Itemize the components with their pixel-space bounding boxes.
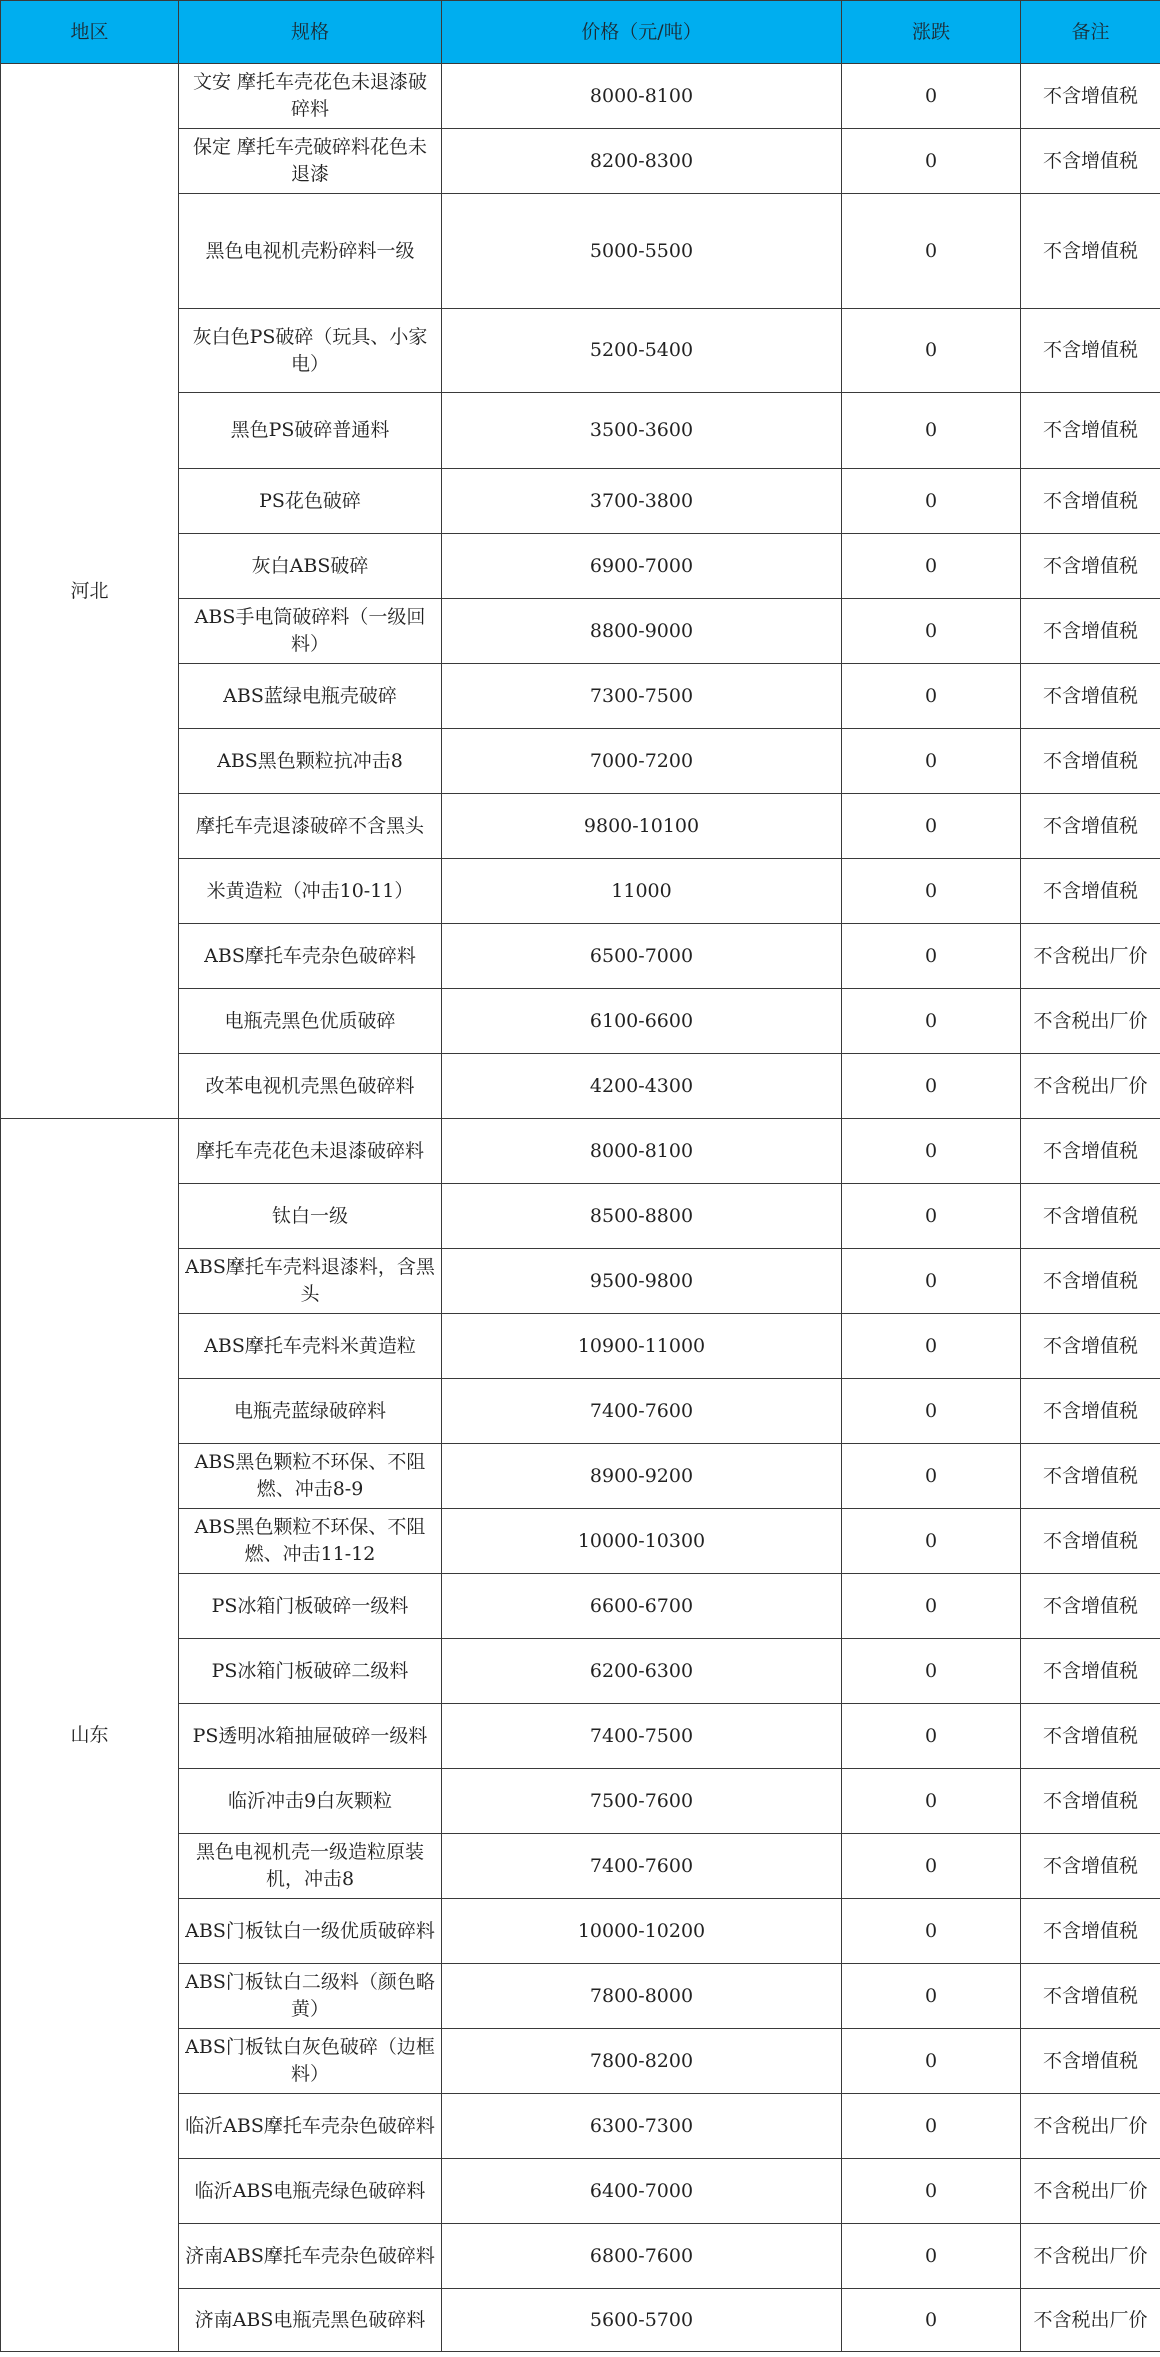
price-cell: 8200-8300 (442, 129, 842, 194)
price-cell: 7800-8200 (442, 2029, 842, 2094)
price-cell: 9500-9800 (442, 1249, 842, 1314)
price-cell: 7500-7600 (442, 1769, 842, 1834)
change-cell: 0 (842, 1964, 1021, 2029)
change-cell: 0 (842, 64, 1021, 129)
price-cell: 6800-7600 (442, 2224, 842, 2289)
note-cell: 不含增值税 (1021, 64, 1160, 129)
note-cell: 不含税出厂价 (1021, 924, 1160, 989)
note-cell: 不含增值税 (1021, 194, 1160, 309)
change-cell: 0 (842, 2159, 1021, 2224)
note-cell: 不含税出厂价 (1021, 2289, 1160, 2352)
note-cell: 不含增值税 (1021, 309, 1160, 393)
note-cell: 不含增值税 (1021, 1834, 1160, 1899)
spec-cell: 济南ABS摩托车壳杂色破碎料 (179, 2224, 442, 2289)
note-cell: 不含增值税 (1021, 729, 1160, 794)
note-cell: 不含增值税 (1021, 469, 1160, 534)
change-cell: 0 (842, 1509, 1021, 1574)
spec-cell: 灰白色PS破碎（玩具、小家电） (179, 309, 442, 393)
spec-cell: ABS门板钛白灰色破碎（边框料） (179, 2029, 442, 2094)
note-cell: 不含增值税 (1021, 1119, 1160, 1184)
note-cell: 不含增值税 (1021, 534, 1160, 599)
price-cell: 11000 (442, 859, 842, 924)
spec-cell: ABS黑色颗粒不环保、不阻燃、冲击8-9 (179, 1444, 442, 1509)
spec-cell: 临沂ABS电瓶壳绿色破碎料 (179, 2159, 442, 2224)
change-cell: 0 (842, 1639, 1021, 1704)
spec-cell: PS冰箱门板破碎二级料 (179, 1639, 442, 1704)
note-cell: 不含增值税 (1021, 1769, 1160, 1834)
note-cell: 不含增值税 (1021, 1184, 1160, 1249)
change-cell: 0 (842, 1119, 1021, 1184)
price-cell: 9800-10100 (442, 794, 842, 859)
note-cell: 不含增值税 (1021, 1639, 1160, 1704)
price-cell: 8000-8100 (442, 1119, 842, 1184)
spec-cell: 电瓶壳黑色优质破碎 (179, 989, 442, 1054)
price-cell: 6400-7000 (442, 2159, 842, 2224)
spec-cell: ABS手电筒破碎料（一级回料） (179, 599, 442, 664)
header-row (1, 1, 1160, 64)
change-cell: 0 (842, 599, 1021, 664)
change-cell: 0 (842, 469, 1021, 534)
price-cell: 8500-8800 (442, 1184, 842, 1249)
header-price: 价格（元/吨） (442, 1, 842, 64)
change-cell: 0 (842, 1899, 1021, 1964)
note-cell: 不含增值税 (1021, 1704, 1160, 1769)
region-cell: 山东 (1, 1119, 179, 2352)
spec-cell: 黑色电视机壳粉碎料一级 (179, 194, 442, 309)
note-cell: 不含增值税 (1021, 1574, 1160, 1639)
price-cell: 6100-6600 (442, 989, 842, 1054)
note-cell: 不含增值税 (1021, 129, 1160, 194)
change-cell: 0 (842, 1769, 1021, 1834)
price-cell: 6500-7000 (442, 924, 842, 989)
spec-cell: 临沂冲击9白灰颗粒 (179, 1769, 442, 1834)
price-cell: 3500-3600 (442, 393, 842, 469)
price-cell: 8000-8100 (442, 64, 842, 129)
spec-cell: ABS黑色颗粒不环保、不阻燃、冲击11-12 (179, 1509, 442, 1574)
price-cell: 10000-10300 (442, 1509, 842, 1574)
price-cell: 8800-9000 (442, 599, 842, 664)
table-row (1, 1119, 1160, 1184)
change-cell: 0 (842, 2094, 1021, 2159)
note-cell: 不含税出厂价 (1021, 989, 1160, 1054)
spec-cell: 摩托车壳退漆破碎不含黑头 (179, 794, 442, 859)
spec-cell: 保定 摩托车壳破碎料花色未退漆 (179, 129, 442, 194)
spec-cell: ABS门板钛白二级料（颜色略黄） (179, 1964, 442, 2029)
note-cell: 不含增值税 (1021, 1509, 1160, 1574)
change-cell: 0 (842, 729, 1021, 794)
price-cell: 7800-8000 (442, 1964, 842, 2029)
price-cell: 3700-3800 (442, 469, 842, 534)
spec-cell: 灰白ABS破碎 (179, 534, 442, 599)
price-cell: 10000-10200 (442, 1899, 842, 1964)
note-cell: 不含增值税 (1021, 1964, 1160, 2029)
price-cell: 7400-7600 (442, 1379, 842, 1444)
price-cell: 10900-11000 (442, 1314, 842, 1379)
change-cell: 0 (842, 1314, 1021, 1379)
change-cell: 0 (842, 194, 1021, 309)
spec-cell: ABS摩托车壳料米黄造粒 (179, 1314, 442, 1379)
spec-cell: ABS摩托车壳料退漆料，含黑头 (179, 1249, 442, 1314)
change-cell: 0 (842, 794, 1021, 859)
price-cell: 6600-6700 (442, 1574, 842, 1639)
note-cell: 不含税出厂价 (1021, 1054, 1160, 1119)
spec-cell: PS透明冰箱抽屉破碎一级料 (179, 1704, 442, 1769)
note-cell: 不含增值税 (1021, 1379, 1160, 1444)
change-cell: 0 (842, 1704, 1021, 1769)
change-cell: 0 (842, 924, 1021, 989)
change-cell: 0 (842, 1444, 1021, 1509)
change-cell: 0 (842, 1184, 1021, 1249)
change-cell: 0 (842, 129, 1021, 194)
note-cell: 不含税出厂价 (1021, 2224, 1160, 2289)
note-cell: 不含增值税 (1021, 1314, 1160, 1379)
spec-cell: PS花色破碎 (179, 469, 442, 534)
price-cell: 8900-9200 (442, 1444, 842, 1509)
price-cell: 7300-7500 (442, 664, 842, 729)
note-cell: 不含增值税 (1021, 2029, 1160, 2094)
note-cell: 不含增值税 (1021, 794, 1160, 859)
change-cell: 0 (842, 1574, 1021, 1639)
note-cell: 不含税出厂价 (1021, 2094, 1160, 2159)
price-cell: 5600-5700 (442, 2289, 842, 2352)
note-cell: 不含增值税 (1021, 1249, 1160, 1314)
spec-cell: ABS门板钛白一级优质破碎料 (179, 1899, 442, 1964)
header-spec: 规格 (179, 1, 442, 64)
change-cell: 0 (842, 309, 1021, 393)
change-cell: 0 (842, 664, 1021, 729)
header-region: 地区 (1, 1, 179, 64)
header-change: 涨跌 (842, 1, 1021, 64)
note-cell: 不含增值税 (1021, 664, 1160, 729)
spec-cell: 黑色PS破碎普通料 (179, 393, 442, 469)
note-cell: 不含增值税 (1021, 599, 1160, 664)
change-cell: 0 (842, 2029, 1021, 2094)
price-cell: 5000-5500 (442, 194, 842, 309)
note-cell: 不含增值税 (1021, 859, 1160, 924)
change-cell: 0 (842, 2224, 1021, 2289)
note-cell: 不含增值税 (1021, 1899, 1160, 1964)
spec-cell: ABS黑色颗粒抗冲击8 (179, 729, 442, 794)
price-cell: 4200-4300 (442, 1054, 842, 1119)
note-cell: 不含税出厂价 (1021, 2159, 1160, 2224)
change-cell: 0 (842, 859, 1021, 924)
spec-cell: 摩托车壳花色未退漆破碎料 (179, 1119, 442, 1184)
region-cell: 河北 (1, 64, 179, 1119)
spec-cell: 钛白一级 (179, 1184, 442, 1249)
spec-cell: 济南ABS电瓶壳黑色破碎料 (179, 2289, 442, 2352)
price-cell: 6900-7000 (442, 534, 842, 599)
spec-cell: ABS摩托车壳杂色破碎料 (179, 924, 442, 989)
spec-cell: 电瓶壳蓝绿破碎料 (179, 1379, 442, 1444)
spec-cell: ABS蓝绿电瓶壳破碎 (179, 664, 442, 729)
spec-cell: PS冰箱门板破碎一级料 (179, 1574, 442, 1639)
change-cell: 0 (842, 393, 1021, 469)
change-cell: 0 (842, 1834, 1021, 1899)
spec-cell: 改苯电视机壳黑色破碎料 (179, 1054, 442, 1119)
note-cell: 不含增值税 (1021, 393, 1160, 469)
change-cell: 0 (842, 1249, 1021, 1314)
header-note: 备注 (1021, 1, 1160, 64)
change-cell: 0 (842, 1379, 1021, 1444)
price-cell: 5200-5400 (442, 309, 842, 393)
price-cell: 7400-7600 (442, 1834, 842, 1899)
change-cell: 0 (842, 989, 1021, 1054)
spec-cell: 文安 摩托车壳花色未退漆破碎料 (179, 64, 442, 129)
spec-cell: 临沂ABS摩托车壳杂色破碎料 (179, 2094, 442, 2159)
spec-cell: 黑色电视机壳一级造粒原装机，冲击8 (179, 1834, 442, 1899)
price-cell: 6300-7300 (442, 2094, 842, 2159)
table-row (1, 64, 1160, 129)
table-body (1, 64, 1160, 2352)
change-cell: 0 (842, 2289, 1021, 2352)
spec-cell: 米黄造粒（冲击10-11） (179, 859, 442, 924)
change-cell: 0 (842, 534, 1021, 599)
price-cell: 6200-6300 (442, 1639, 842, 1704)
change-cell: 0 (842, 1054, 1021, 1119)
note-cell: 不含增值税 (1021, 1444, 1160, 1509)
price-cell: 7400-7500 (442, 1704, 842, 1769)
price-cell: 7000-7200 (442, 729, 842, 794)
